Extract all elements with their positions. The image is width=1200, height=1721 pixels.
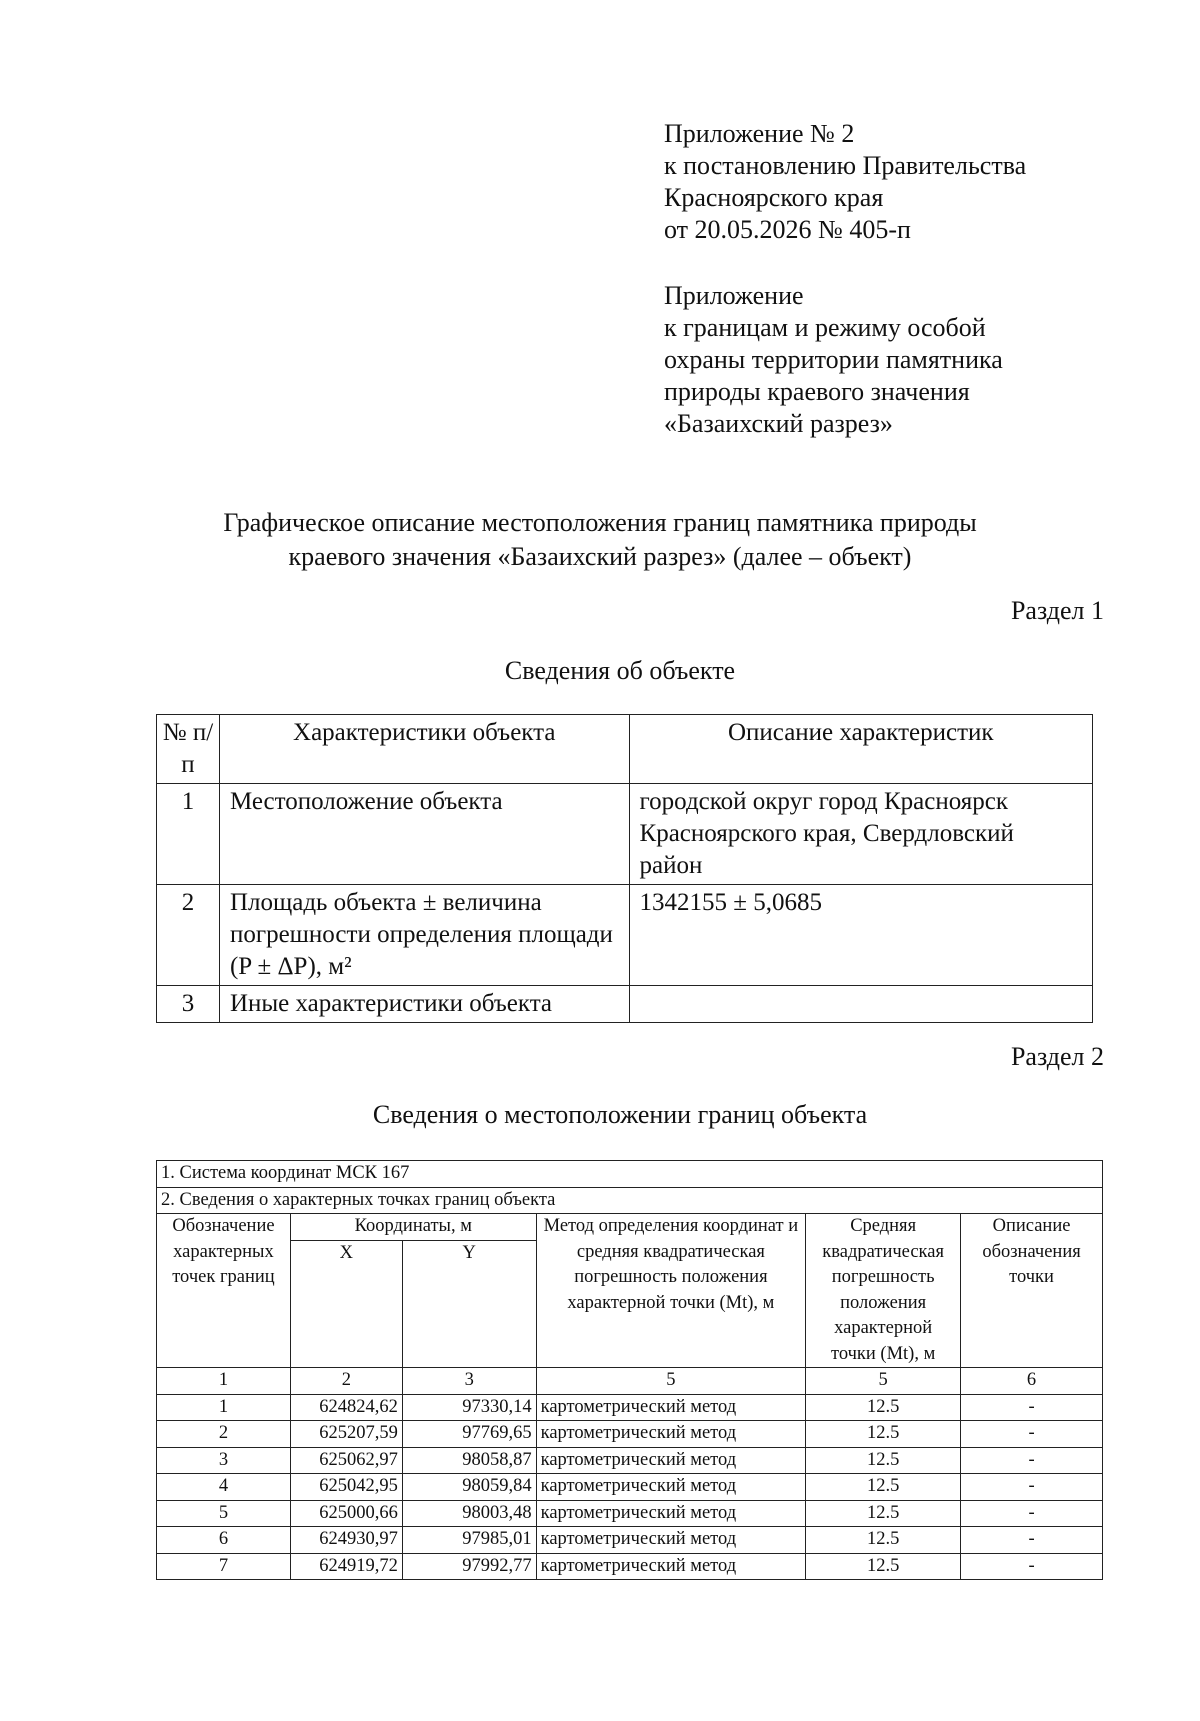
point-cell: 4: [157, 1474, 291, 1501]
annex-2-line: Приложение № 2: [664, 119, 855, 148]
method-cell: картометрический метод: [536, 1447, 806, 1474]
table-header-row: [157, 715, 1093, 784]
method-cell: картометрический метод: [536, 1527, 806, 1554]
point-cell: 6: [157, 1527, 291, 1554]
x-cell: 625042,95: [290, 1474, 402, 1501]
y-cell: 98058,87: [402, 1447, 536, 1474]
table-row: [157, 1447, 1103, 1474]
header-point: Обозначение характерных точек границ: [157, 1214, 291, 1368]
points-title-cell: 2. Сведения о характерных точках границ объекта: [157, 1187, 1103, 1214]
table-row: [157, 1553, 1103, 1580]
row-characteristic: Иные характеристики объекта: [219, 986, 629, 1023]
annex-line: охраны территории памятника: [664, 345, 1003, 374]
table-row: [157, 1187, 1103, 1214]
header-cell-characteristic: Характеристики объекта: [219, 715, 629, 784]
method-cell: картометрический метод: [536, 1500, 806, 1527]
mt-cell: 12.5: [806, 1447, 961, 1474]
point-cell: 3: [157, 1447, 291, 1474]
col-number: 2: [290, 1368, 402, 1395]
x-cell: 624919,72: [290, 1553, 402, 1580]
header-x: X: [290, 1240, 402, 1367]
section-2-heading: Сведения о местоположении границ объекта: [372, 1100, 868, 1129]
mt-cell: 12.5: [806, 1421, 961, 1448]
table-row: [157, 1500, 1103, 1527]
row-description: 1342155 ± 5,0685: [629, 885, 1092, 986]
col-number: 1: [157, 1368, 291, 1395]
row-characteristic: Местоположение объекта: [219, 784, 629, 885]
desc-cell: -: [961, 1500, 1103, 1527]
mt-cell: 12.5: [806, 1500, 961, 1527]
section-1-heading: Сведения об объекте: [504, 656, 736, 685]
point-cell: 1: [157, 1394, 291, 1421]
table-row: [157, 784, 1093, 885]
point-cell: 5: [157, 1500, 291, 1527]
y-cell: 98059,84: [402, 1474, 536, 1501]
x-cell: 625062,97: [290, 1447, 402, 1474]
table-row: [157, 1421, 1103, 1448]
desc-cell: -: [961, 1474, 1103, 1501]
method-cell: картометрический метод: [536, 1394, 806, 1421]
header-cell-description: Описание характеристик: [629, 715, 1092, 784]
annex-header: [664, 280, 1003, 440]
method-cell: картометрический метод: [536, 1553, 806, 1580]
row-num: 2: [157, 885, 220, 986]
table-row: [157, 885, 1093, 986]
col-number: 5: [536, 1368, 806, 1395]
row-characteristic: Площадь объекта ± величина погрешности определения площади (P ± ΔP), м²: [219, 885, 629, 986]
table-row: [157, 1474, 1103, 1501]
point-cell: 7: [157, 1553, 291, 1580]
header-y: Y: [402, 1240, 536, 1367]
header-coords: Координаты, м: [290, 1214, 536, 1241]
object-info-table: [156, 714, 1093, 1023]
col-number: 6: [961, 1368, 1103, 1395]
boundary-points-table: [156, 1160, 1103, 1580]
y-cell: 97769,65: [402, 1421, 536, 1448]
annex-2-line: от 20.05.2026 № 405-п: [664, 215, 911, 244]
x-cell: 624824,62: [290, 1394, 402, 1421]
annex-2-line: Красноярского края: [664, 183, 884, 212]
y-cell: 97985,01: [402, 1527, 536, 1554]
annex-2-header: [664, 118, 1026, 246]
annex-line: Приложение: [664, 281, 804, 310]
row-num: 3: [157, 986, 220, 1023]
x-cell: 624930,97: [290, 1527, 402, 1554]
desc-cell: -: [961, 1394, 1103, 1421]
header-method: Метод определения координат и средняя квадратическая погрешность положения характерной точки (Mt), м: [536, 1214, 806, 1368]
title-line: краевого значения «Базаихский разрез» (далее – объект): [288, 542, 912, 571]
table-row: [157, 1527, 1103, 1554]
y-cell: 97992,77: [402, 1553, 536, 1580]
desc-cell: -: [961, 1421, 1103, 1448]
y-cell: 97330,14: [402, 1394, 536, 1421]
y-cell: 98003,48: [402, 1500, 536, 1527]
annex-line: «Базаихский разрез»: [664, 409, 893, 438]
table-row: [157, 986, 1093, 1023]
point-cell: 2: [157, 1421, 291, 1448]
table-header-row: [157, 1214, 1103, 1241]
table-row: [157, 1394, 1103, 1421]
document-title: [130, 506, 1070, 574]
column-numbers-row: [157, 1368, 1103, 1395]
desc-cell: -: [961, 1527, 1103, 1554]
row-num: 1: [157, 784, 220, 885]
col-number: 3: [402, 1368, 536, 1395]
header-cell-num: № п/п: [157, 715, 220, 784]
annex-line: к границам и режиму особой: [664, 313, 986, 342]
header-desc: Описание обозначения точки: [961, 1214, 1103, 1368]
method-cell: картометрический метод: [536, 1474, 806, 1501]
row-description: [629, 986, 1092, 1023]
mt-cell: 12.5: [806, 1474, 961, 1501]
mt-cell: 12.5: [806, 1394, 961, 1421]
desc-cell: -: [961, 1553, 1103, 1580]
method-cell: картометрический метод: [536, 1421, 806, 1448]
mt-cell: 12.5: [806, 1553, 961, 1580]
annex-2-line: к постановлению Правительства: [664, 151, 1027, 180]
section-1-label: Раздел 1: [1010, 596, 1104, 625]
section-2-label: Раздел 2: [1010, 1042, 1104, 1071]
header-error: Средняя квадратическая погрешность положения характерной точки (Mt), м: [806, 1214, 961, 1368]
table-row: [157, 1161, 1103, 1188]
col-number: 5: [806, 1368, 961, 1395]
x-cell: 625207,59: [290, 1421, 402, 1448]
mt-cell: 12.5: [806, 1527, 961, 1554]
x-cell: 625000,66: [290, 1500, 402, 1527]
desc-cell: -: [961, 1447, 1103, 1474]
coordinate-system-cell: 1. Система координат МСК 167: [157, 1161, 1103, 1188]
row-description: городской округ город Красноярск Красноярского края, Свердловский район: [629, 784, 1092, 885]
title-line: Графическое описание местоположения границ памятника природы: [223, 508, 977, 537]
annex-line: природы краевого значения: [664, 377, 970, 406]
